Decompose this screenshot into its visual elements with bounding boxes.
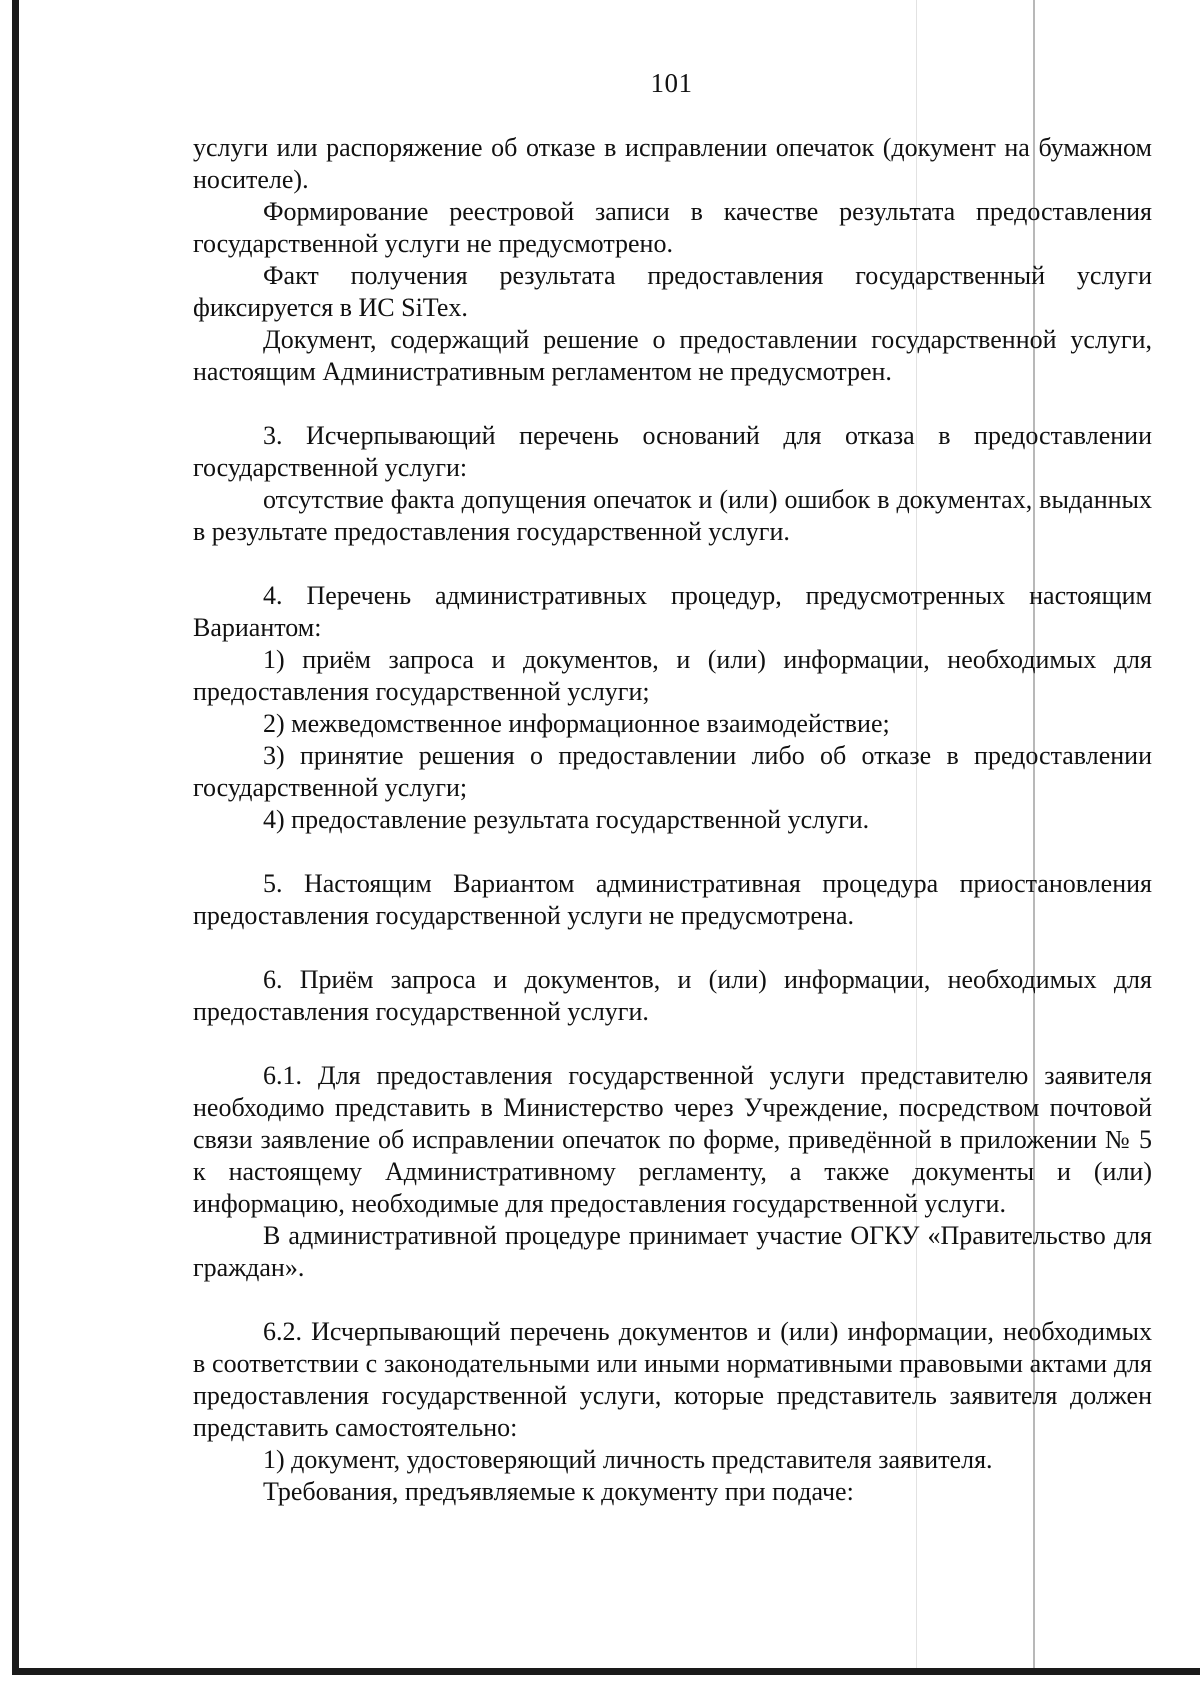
paragraph: отсутствие факта допущения опечаток и (или) ошибок в документах, выданных в результате предоставления государственной услуги. [193, 485, 1152, 546]
paragraph: услуги или распоряжение об отказе в исправлении опечаток (документ на бумажном носителе). [193, 133, 1152, 194]
page-number: 101 [650, 68, 693, 98]
paragraph: 6. Приём запроса и документов, и (или) информации, необходимых для предоставления государственной услуги. [193, 965, 1152, 1026]
paragraph: 6.2. Исчерпывающий перечень документов и (или) информации, необходимых в соответствии с законодательными или иными нормативными правовыми актами для предоставления государственной услуги, которые представитель заявителя должен представить самостоятельно: [193, 1317, 1152, 1442]
scan-left-border [12, 0, 19, 1675]
paragraph: 5. Настоящим Вариантом административная процедура приостановления предоставления государственной услуги не предусмотрена. [193, 869, 1152, 930]
paragraph: 3. Исчерпывающий перечень оснований для отказа в предоставлении государственной услуги: [193, 421, 1152, 482]
paragraph: 4) предоставление результата государственной услуги. [263, 805, 870, 834]
paragraph: Требования, предъявляемые к документу при подаче: [263, 1477, 854, 1506]
paragraph: 6.1. Для предоставления государственной услуги представителю заявителя необходимо представить в Министерство через Учреждение, посредством почтовой связи заявление об исправлении опечаток по форме, приведённой в приложении № 5 к настоящему Административному регламенту, а также документы и (или) информацию, необходимые для предоставления государственной услуги. [193, 1061, 1152, 1218]
paragraph: В административной процедуре принимает участие ОГКУ «Правительство для граждан». [193, 1221, 1152, 1282]
paragraph: 2) межведомственное информационное взаимодействие; [263, 709, 890, 738]
paragraph: Факт получения результата предоставления государственный услуги фиксируется в ИС SiTex. [193, 261, 1152, 322]
scan-bottom-border [12, 1668, 1200, 1675]
document-body [193, 132, 1152, 1508]
paragraph: Формирование реестровой записи в качестве результата предоставления государственной услуги не предусмотрено. [193, 197, 1152, 258]
paragraph: 1) приём запроса и документов, и (или) информации, необходимых для предоставления государственной услуги; [193, 645, 1152, 706]
paragraph: 4. Перечень административных процедур, предусмотренных настоящим Вариантом: [193, 581, 1152, 642]
paragraph: 1) документ, удостоверяющий личность представителя заявителя. [263, 1445, 993, 1474]
paragraph: Документ, содержащий решение о предоставлении государственной услуги, настоящим Административным регламентом не предусмотрен. [193, 325, 1152, 386]
paragraph: 3) принятие решения о предоставлении либо об отказе в предоставлении государственной услуги; [193, 741, 1152, 802]
